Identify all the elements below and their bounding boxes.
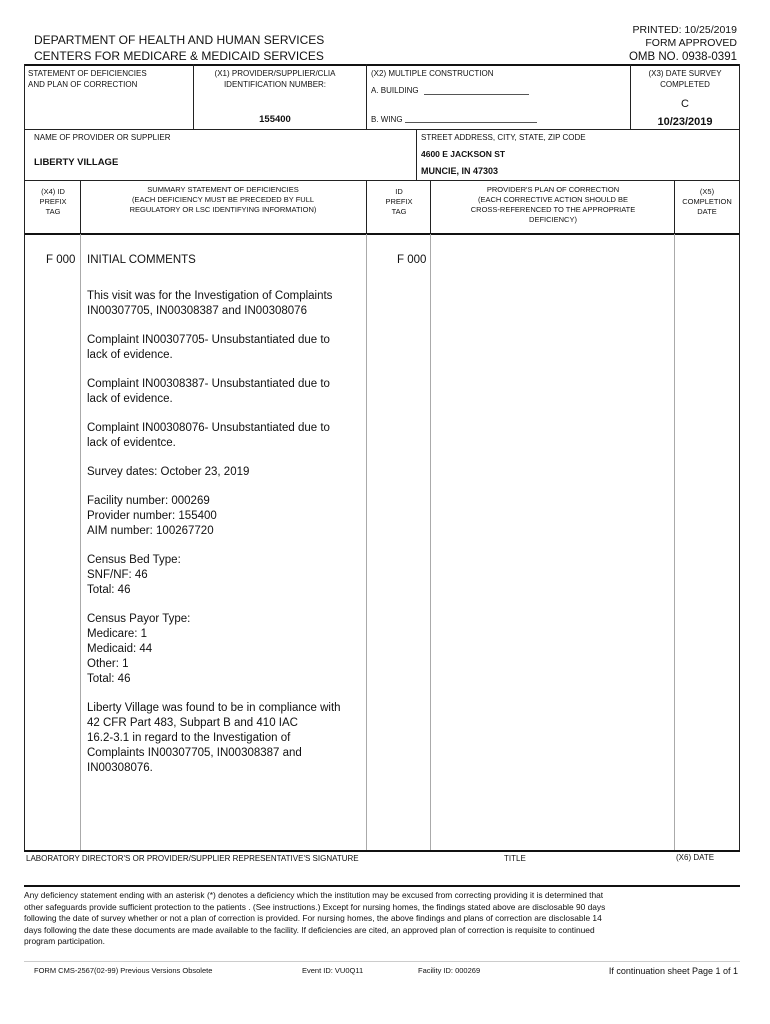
- column-header-bottom: [24, 233, 740, 235]
- hdr-divider-3: [430, 180, 431, 233]
- entry-heading: INITIAL COMMENTS: [87, 254, 196, 266]
- x5-header: (X5) COMPLETION DATE: [682, 187, 732, 216]
- signature-bottom-border: [24, 885, 740, 887]
- entry-paragraph: Survey dates: October 23, 2019: [87, 466, 250, 478]
- hdr-divider-2: [366, 180, 367, 233]
- entry-paragraph: Complaint IN00308076- Unsubstantiated due to lack of evidentce.: [87, 422, 330, 449]
- address-city: MUNCIE, IN 47303: [421, 166, 499, 176]
- row-divider-1: [24, 129, 740, 130]
- entry-paragraph: Census Bed Type: SNF/NF: 46 Total: 46: [87, 554, 181, 596]
- tag-left: F 000: [46, 254, 76, 266]
- signature-label: LABORATORY DIRECTOR'S OR PROVIDER/SUPPLIER REPRESENTATIVE'S SIGNATURE: [26, 854, 359, 863]
- survey-code: C: [681, 98, 689, 110]
- right-border: [739, 64, 740, 851]
- form-id: FORM CMS-2567(02-99) Previous Versions Obsolete: [34, 966, 213, 975]
- disclaimer-text: Any deficiency statement ending with an asterisk (*) denotes a deficiency which the institution may be excused from correcting providing it is determined that other safeguards provide sufficient protection to the patients . (See instructions.) Except for nursing homes, the findings stated above are disclosable 90 days following the date of survey whether or not a plan of correction is provided. For nursing homes, the above findings and plans of correction are disclosable 14 days following the date these documents are made available to the facility. If deficiencies are cited, an approved plan of correction is requisite to continued program participation.: [24, 890, 606, 946]
- page-indicator: If continuation sheet Page 1 of 1: [608, 966, 738, 976]
- plan-header: PROVIDER'S PLAN OF CORRECTION (EACH CORRECTIVE ACTION SHOULD BE CROSS-REFERENCED TO THE APPROPRIATE DEFICIENCY): [470, 185, 636, 224]
- x1-label: (X1) PROVIDER/SUPPLIER/CLIA IDENTIFICATION NUMBER:: [214, 69, 336, 89]
- survey-date: 10/23/2019: [657, 116, 713, 128]
- x2-label: (X2) MULTIPLE CONSTRUCTION: [371, 69, 494, 78]
- omb-number: OMB NO. 0938-0391: [628, 51, 737, 63]
- id-header: ID PREFIX TAG: [385, 187, 413, 216]
- body-divider-4: [674, 234, 675, 851]
- body-divider-2: [366, 234, 367, 851]
- entry-paragraph: This visit was for the Investigation of Complaints IN00307705, IN00308387 and IN00308076: [87, 290, 333, 317]
- col-divider-address: [416, 129, 417, 180]
- hdr-divider-4: [674, 180, 675, 233]
- row-divider-2: [24, 180, 740, 181]
- address-label: STREET ADDRESS, CITY, STATE, ZIP CODE: [421, 133, 586, 142]
- x3-label: (X3) DATE SURVEY COMPLETED: [648, 69, 722, 89]
- entry-body: [87, 289, 363, 776]
- entry-paragraph: Facility number: 000269 Provider number: 155400 AIM number: 100267720: [87, 495, 217, 537]
- building-blank: [424, 94, 529, 95]
- col-divider-x3: [630, 64, 631, 129]
- entry-paragraph: Complaint IN00307705- Unsubstantiated due to lack of evidence.: [87, 334, 330, 361]
- entry-paragraph: Complaint IN00308387- Unsubstantiated due to lack of evidence.: [87, 378, 330, 405]
- provider-label: NAME OF PROVIDER OR SUPPLIER: [34, 133, 171, 142]
- facility-id: Facility ID: 000269: [418, 966, 481, 975]
- provider-name: LIBERTY VILLAGE: [34, 157, 119, 168]
- hdr-divider-1: [80, 180, 81, 233]
- entry-paragraph: Liberty Village was found to be in compliance with 42 CFR Part 483, Subpart B and 410 IAC 16.2-3.1 in regard to the Investigation of Complaints IN00307705, IN00308387 and IN00308076.: [87, 702, 341, 774]
- provider-id: 155400: [259, 114, 291, 125]
- top-border: [24, 64, 740, 66]
- col-divider-x1: [193, 64, 194, 129]
- tag-right: F 000: [397, 254, 427, 266]
- printed-date: PRINTED: 10/25/2019: [632, 24, 737, 36]
- form-approved: FORM APPROVED: [645, 37, 737, 49]
- col-divider-x2: [366, 64, 367, 129]
- event-id: Event ID: VU0Q11: [302, 966, 364, 975]
- department-title: DEPARTMENT OF HEALTH AND HUMAN SERVICES: [34, 33, 325, 47]
- left-border: [24, 64, 25, 851]
- body-divider-3: [430, 234, 431, 851]
- body-divider-1: [80, 234, 81, 851]
- wing-label: B. WING: [371, 115, 403, 124]
- signature-top-border: [24, 850, 740, 852]
- building-label: A. BUILDING: [371, 86, 419, 95]
- footer-divider: [24, 961, 740, 962]
- statement-label: STATEMENT OF DEFICIENCIES AND PLAN OF CORRECTION: [28, 69, 147, 89]
- wing-blank: [405, 122, 537, 123]
- title-label: TITLE: [504, 854, 526, 863]
- address-street: 4600 E JACKSON ST: [421, 149, 506, 159]
- centers-title: CENTERS FOR MEDICARE & MEDICAID SERVICES: [34, 49, 324, 63]
- entry-paragraph: Census Payor Type: Medicare: 1 Medicaid: 44 Other: 1 Total: 46: [87, 613, 191, 685]
- summary-header: SUMMARY STATEMENT OF DEFICIENCIES (EACH DEFICIENCY MUST BE PRECEDED BY FULL REGULATORY OR LSC IDENTIFYING INFORMATION): [129, 185, 317, 214]
- x4-header: (X4) ID PREFIX TAG: [39, 187, 67, 216]
- date-label: (X6) DATE: [676, 853, 715, 862]
